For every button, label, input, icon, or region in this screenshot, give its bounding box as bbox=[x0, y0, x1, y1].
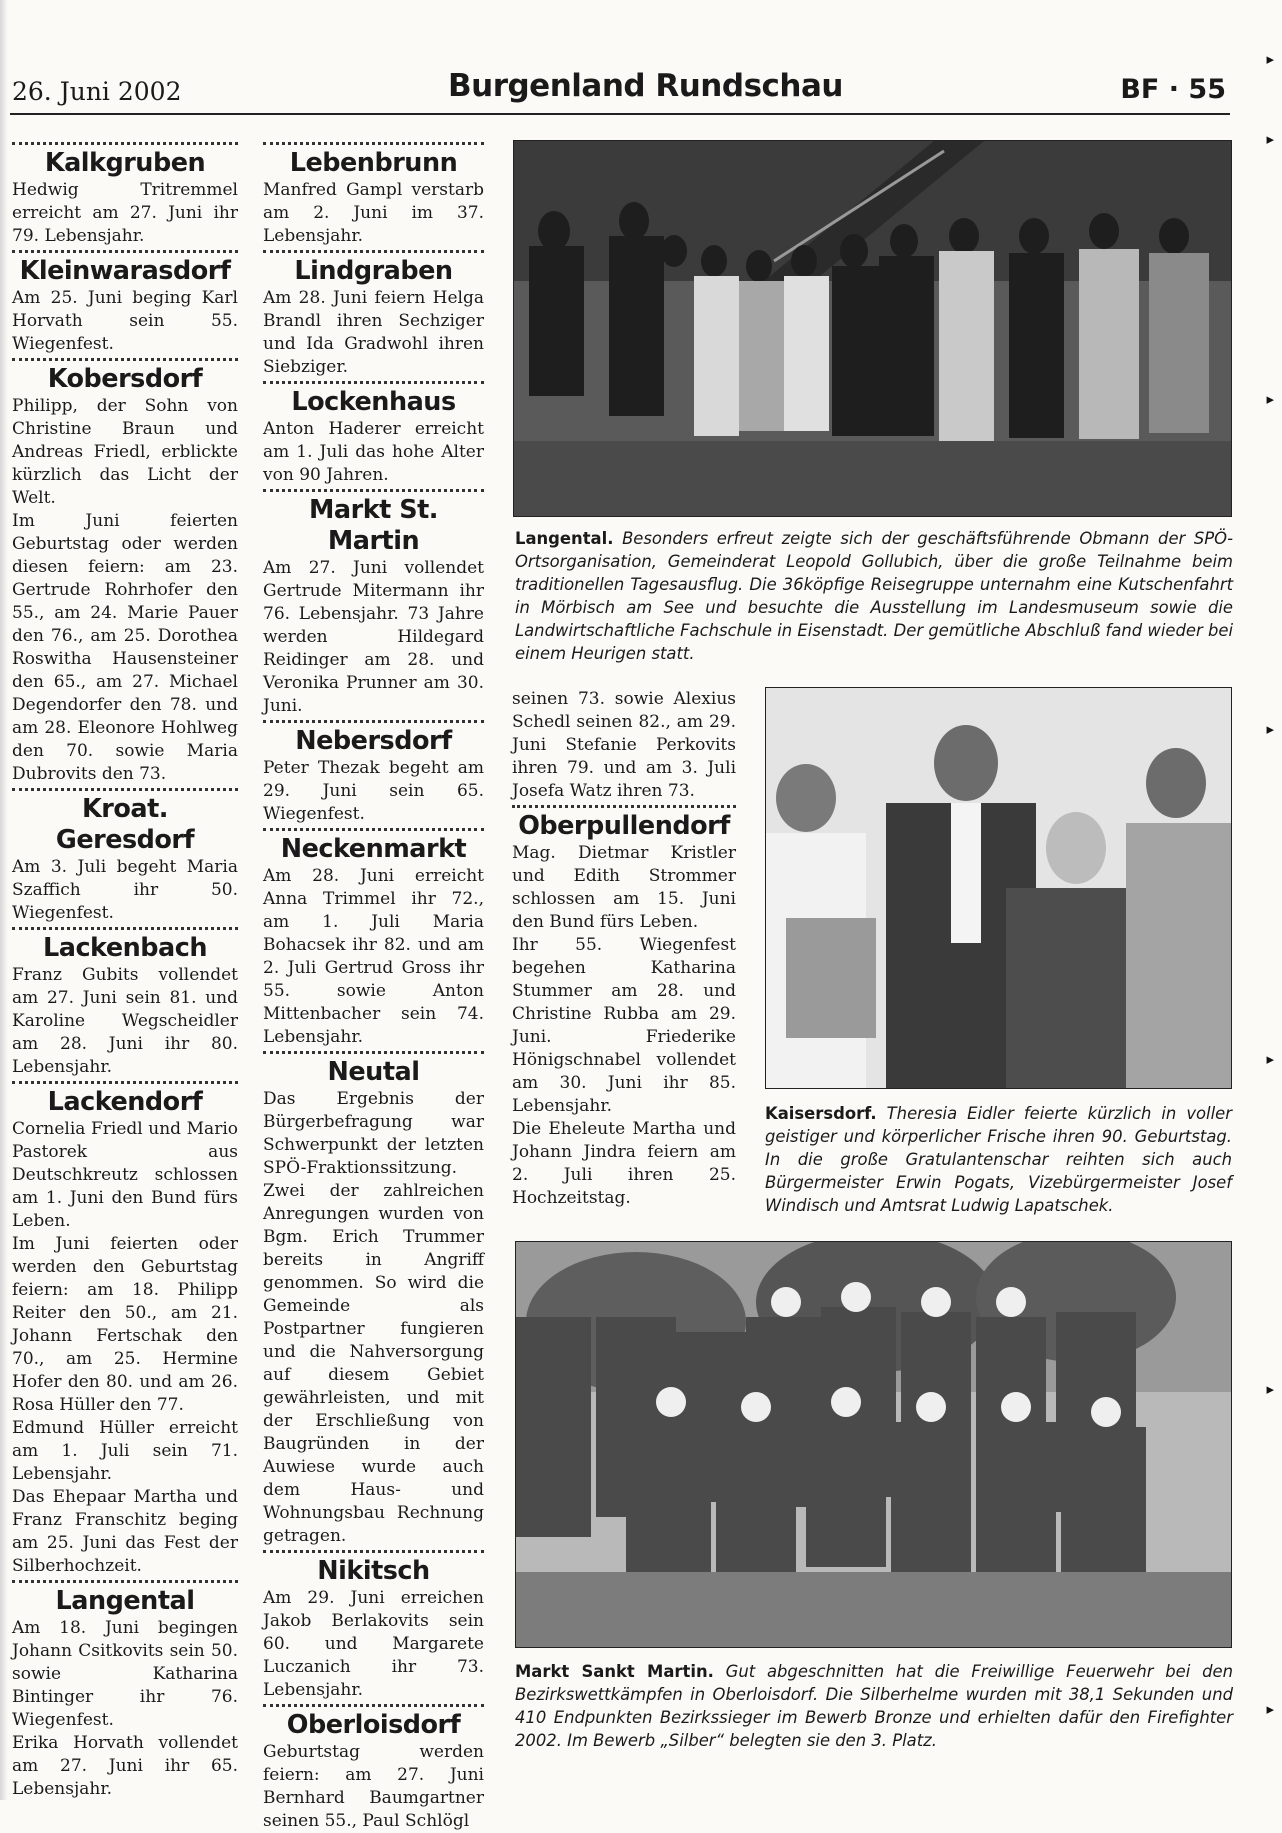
section-oberloisdorf bbox=[263, 1704, 484, 1833]
margin-mark: ▸ bbox=[1266, 720, 1274, 738]
section-paragraph: Das Ergebnis der Bürgerbefragung war Schwerpunkt der letzten SPÖ-Fraktionssitzung. Zwei der zahlreichen Anregungen wurden von Bgm. Erich Trummer bereits in Angriff genommen. So wird die Gemeinde als Postpartner fungieren und die Nahversorgung auf diesem Gebiet gewährleisten, und mit der Erschließung von Baugründen in der Auwiese wurde auch dem Haus- und Wohnungsbau Rechnung getragen. bbox=[263, 1089, 484, 1546]
section-heading: Lebenbrunn bbox=[289, 148, 458, 178]
section-nebersdorf bbox=[263, 720, 484, 826]
section-heading: Oberloisdorf bbox=[286, 1710, 461, 1740]
dotted-divider bbox=[263, 142, 484, 145]
section-lebenbrunn bbox=[263, 142, 484, 248]
dotted-divider bbox=[263, 720, 484, 723]
section-paragraph: Ihr 55. Wiegenfest begehen Katharina Stummer am 28. und Christine Rubba am 29. Juni. Friederike Hönigschnabel vollendet am 30. Juni ihr 85. Lebensjahr. bbox=[512, 935, 736, 1116]
dotted-divider bbox=[12, 927, 238, 930]
section-neckenmarkt bbox=[263, 828, 484, 1049]
dotted-divider bbox=[12, 142, 238, 145]
section-heading: Nikitsch bbox=[317, 1556, 430, 1586]
page-edge-shadow bbox=[0, 0, 8, 1800]
caption-text: Besonders erfreut zeigte sich der geschäftsführende Obmann der SPÖ-Ortsorganisation, Gemeinderat Leopold Gollubich, über die große Teilnahme beim traditionellen Tagesausflug. Die 36köpfige Reisegruppe unternahm eine Kutschenfahrt in Mörbisch am See und besuchte die Ausstellung im Landesmuseum sowie die Landwirtschaftliche Fachschule in Eisenstadt. Der gemütliche Abschluß fand wieder bei einem Heurigen statt. bbox=[515, 529, 1234, 663]
section-paragraph: Am 28. Juni erreicht Anna Trimmel ihr 72., am 1. Juli Maria Bohacsek ihr 82. und am 2. Juli Gertrud Gross ihr 55. sowie Anton Mittenbacher sein 74. Lebensjahr. bbox=[263, 866, 484, 1047]
margin-mark: ▸ bbox=[1266, 1700, 1274, 1718]
section-kleinwarasdorf bbox=[12, 250, 238, 356]
section-langental bbox=[12, 1580, 238, 1801]
section-heading: Kalkgruben bbox=[44, 148, 206, 178]
section-paragraph: Am 25. Juni beging Karl Horvath sein 55. Wiegenfest. bbox=[12, 288, 238, 354]
kaisersdorf-caption bbox=[765, 1102, 1232, 1217]
section-lockenhaus bbox=[263, 381, 484, 487]
dotted-divider bbox=[263, 1704, 484, 1707]
continued-text: seinen 73. sowie Alexius Schedl seinen 82., am 29. Juni Stefanie Perkovits ihren 79. und am 3. Juli Josefa Watz ihren 73. bbox=[512, 689, 736, 801]
section-heading: Kleinwarasdorf bbox=[19, 256, 231, 286]
section-markt-st-martin bbox=[263, 489, 484, 718]
section-paragraph: Hedwig Tritremmel erreicht am 27. Juni ihr 79. Lebensjahr. bbox=[12, 180, 238, 246]
section-paragraph: Im Juni feierten oder werden den Geburtstag feiern: am 18. Philipp Reiter den 50., am 21. Johann Fertschak den 70., am 25. Hermine Hofer den 80. und am 26. Rosa Hüller den 77. bbox=[12, 1234, 238, 1415]
section-nikitsch bbox=[263, 1550, 484, 1702]
section-paragraph: Das Ehepaar Martha und Franz Franschitz beging am 25. Juni das Fest der Silberhochzeit. bbox=[12, 1487, 238, 1576]
section-paragraph: Am 27. Juni vollendet Gertrude Mitermann ihr 76. Lebensjahr. 73 Jahre werden Hildegard Reidinger am 28. und Veronika Prunner am 30. Juni. bbox=[263, 558, 484, 716]
header-rule bbox=[10, 113, 1230, 115]
section-paragraph: Geburtstag werden feiern: am 27. Juni Bernhard Baumgartner seinen 55., Paul Schlögl bbox=[263, 1742, 484, 1831]
section-paragraph: Am 18. Juni begingen Johann Csitkovits sein 50. sowie Katharina Bintinger ihr 76. Wiegenfest. bbox=[12, 1618, 238, 1730]
section-heading: Langental bbox=[55, 1586, 195, 1616]
margin-mark: ▸ bbox=[1266, 1380, 1274, 1398]
section-paragraph: Mag. Dietmar Kristler und Edith Strommer schlossen am 15. Juni den Bund fürs Leben. bbox=[512, 843, 736, 932]
column-2 bbox=[263, 140, 484, 1833]
section-heading: Lindgraben bbox=[294, 256, 453, 286]
margin-mark: ▸ bbox=[1266, 390, 1274, 408]
newspaper-title: Burgenland Rundschau bbox=[448, 68, 843, 104]
section-heading: Lockenhaus bbox=[291, 387, 456, 417]
dotted-divider bbox=[12, 250, 238, 253]
langental-group-photo bbox=[513, 140, 1232, 517]
dotted-divider bbox=[263, 828, 484, 831]
section-paragraph: Franz Gubits vollendet am 27. Juni sein 81. und Karoline Wegscheidler am 28. Juni ihr 80. Lebensjahr. bbox=[12, 965, 238, 1077]
fire-brigade-photo bbox=[515, 1241, 1232, 1648]
section-heading: Neckenmarkt bbox=[280, 834, 467, 864]
margin-mark: ▸ bbox=[1266, 50, 1274, 68]
margin-mark: ▸ bbox=[1266, 130, 1274, 148]
section-paragraph: Am 29. Juni erreichen Jakob Berlakovits sein 60. und Margarete Luczanich ihr 73. Lebensjahr. bbox=[263, 1588, 484, 1700]
dotted-divider bbox=[512, 805, 736, 808]
fire-brigade-caption bbox=[515, 1660, 1233, 1752]
section-kalkgruben bbox=[12, 142, 238, 248]
margin-mark: ▸ bbox=[1266, 1050, 1274, 1068]
dotted-divider bbox=[263, 489, 484, 492]
section-paragraph: Die Eheleute Martha und Johann Jindra feiern am 2. Juli ihren 25. Hochzeitstag. bbox=[512, 1119, 736, 1208]
section-paragraph: Am 28. Juni feiern Helga Brandl ihren Sechziger und Ida Gradwohl ihren Siebziger. bbox=[263, 288, 484, 377]
section-heading: Nebersdorf bbox=[295, 726, 452, 756]
caption-text: Theresia Eidler feierte kürzlich in voller geistiger und körperlicher Frische ihren 90. Geburtstag. In die große Gratulantenschar reihten sich auch Bürgermeister Erwin Pogats, Vizebürgermeister Josef Windisch und Amtsrat Ludwig Lapatschek. bbox=[765, 1104, 1232, 1215]
section-paragraph: Erika Horvath vollendet am 27. Juni ihr 65. Lebensjahr. bbox=[12, 1733, 238, 1799]
caption-place: Markt Sankt Martin. bbox=[515, 1662, 714, 1681]
section-lindgraben bbox=[263, 250, 484, 379]
section-paragraph: Peter Thezak begeht am 29. Juni sein 65. Wiegenfest. bbox=[263, 758, 484, 824]
section-kobersdorf bbox=[12, 358, 238, 786]
dotted-divider bbox=[263, 1051, 484, 1054]
section-heading: Kroat. Geresdorf bbox=[55, 794, 195, 855]
kaisersdorf-birthday-photo bbox=[765, 687, 1232, 1089]
section-paragraph: Philipp, der Sohn von Christine Braun und Andreas Friedl, erblickte kürzlich das Licht der Welt. bbox=[12, 396, 238, 508]
section-paragraph: Edmund Hüller erreicht am 1. Juli sein 71. Lebensjahr. bbox=[12, 1418, 238, 1484]
caption-place: Langental. bbox=[515, 529, 614, 548]
caption-place: Kaisersdorf. bbox=[765, 1104, 877, 1123]
section-heading: Neutal bbox=[327, 1057, 420, 1087]
dotted-divider bbox=[12, 1081, 238, 1084]
section-heading: Kobersdorf bbox=[47, 364, 203, 394]
section-lackendorf bbox=[12, 1081, 238, 1578]
dotted-divider bbox=[12, 788, 238, 791]
langental-caption bbox=[515, 527, 1233, 665]
dotted-divider bbox=[263, 1550, 484, 1553]
dotted-divider bbox=[12, 358, 238, 361]
section-heading: Markt St. Martin bbox=[309, 495, 438, 556]
section-neutal bbox=[263, 1051, 484, 1548]
section-paragraph: Anton Haderer erreicht am 1. Juli das hohe Alter von 90 Jahren. bbox=[263, 419, 484, 485]
page-header bbox=[0, 0, 1282, 120]
page-label: BF · 55 bbox=[1120, 74, 1226, 105]
dotted-divider bbox=[263, 250, 484, 253]
section-paragraph: Manfred Gampl verstarb am 2. Juni im 37. Lebensjahr. bbox=[263, 180, 484, 246]
section-paragraph: Am 3. Juli begeht Maria Szaffich ihr 50. Wiegenfest. bbox=[12, 857, 238, 923]
section-heading: Lackenbach bbox=[42, 933, 208, 963]
section-lackenbach bbox=[12, 927, 238, 1079]
section-paragraph: Im Juni feierten Geburtstag oder werden diesen feiern: am 23. Gertrude Rohrhofer den 55., am 24. Marie Pauer den 76., am 25. Dorothea Roswitha Hausensteiner den 65., am 27. Michael Degendorfer den 78. und am 28. Eleonore Hohlweg den 70. sowie Maria Dubrovits den 73. bbox=[12, 511, 238, 784]
dotted-divider bbox=[263, 381, 484, 384]
section-kroat-geresdorf bbox=[12, 788, 238, 925]
caption-text: Gut abgeschnitten hat die Freiwillige Feuerwehr bei den Bezirkswettkämpfen in Oberloisdorf. Die Silberhelme wurden mit 38,1 Sekunden und 410 Endpunkten Bezirkssieger im Bewerb Bronze und erhielten dafür den Firefighter 2002. Im Bewerb „Silber“ belegten sie den 3. Platz. bbox=[515, 1662, 1233, 1750]
dotted-divider bbox=[12, 1580, 238, 1583]
section-paragraph: Cornelia Friedl und Mario Pastorek aus Deutschkreutz schlossen am 1. Juni den Bund fürs Leben. bbox=[12, 1119, 238, 1231]
section-heading: Oberpullendorf bbox=[518, 811, 730, 841]
column-3 bbox=[512, 688, 736, 1210]
section-oberpullendorf bbox=[512, 805, 736, 1210]
issue-date: 26. Juni 2002 bbox=[12, 77, 182, 106]
column-1 bbox=[12, 140, 238, 1801]
section-heading: Lackendorf bbox=[47, 1087, 203, 1117]
